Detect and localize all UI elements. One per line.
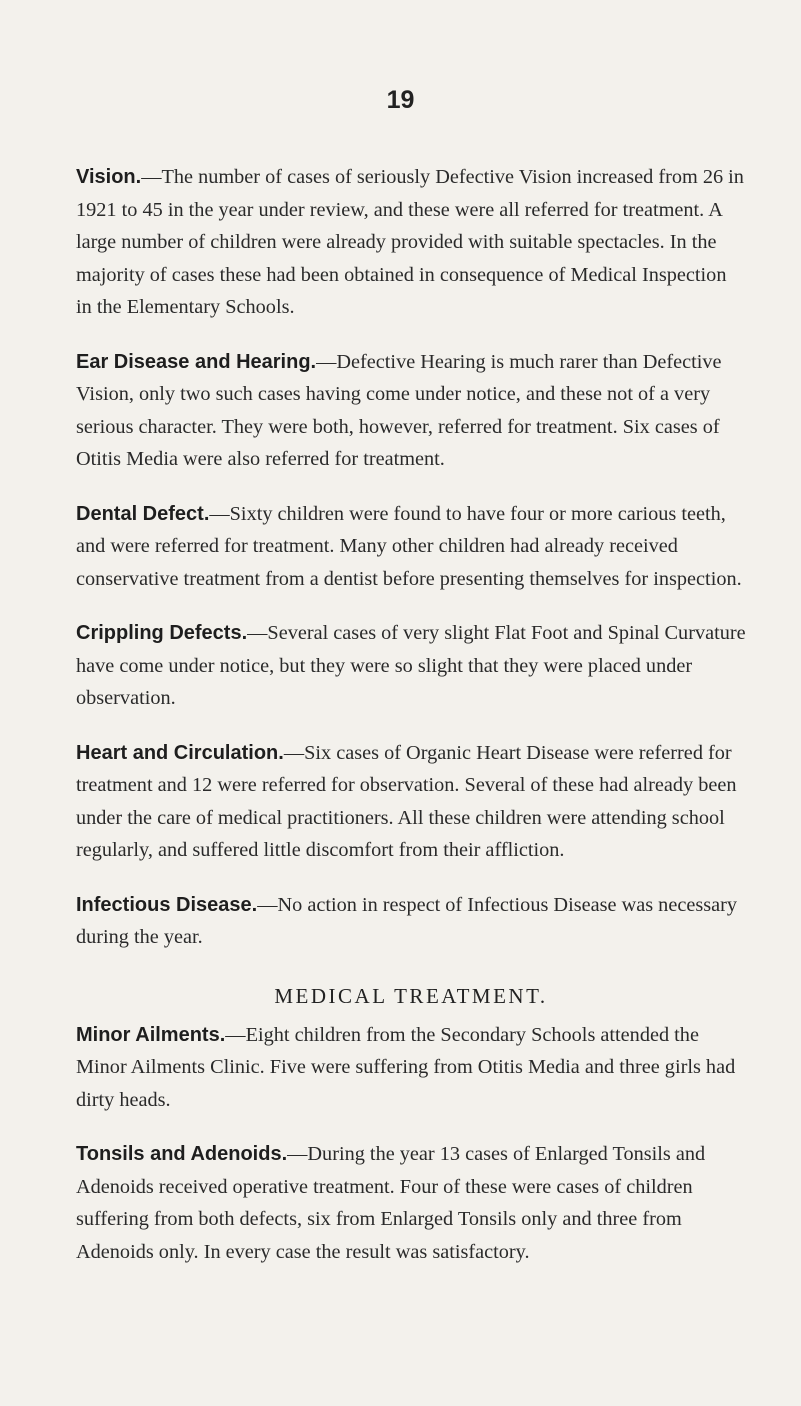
heading-ear-disease: Ear Disease and Hearing. [76,350,317,373]
paragraph-minor-ailments [76,1019,746,1117]
text-infectious-disease: —No action in respect of Infectious Disease was necessary during the year. [76,893,738,948]
heading-infectious-disease: Infectious Disease. [76,893,258,916]
document-body [76,161,746,1290]
text-ear-disease: —Defective Hearing is much rarer than Defective Vision, only two such cases having come under notice, and these not of a very serious character. They were both, however, referred for treatment. Six cases of Otitis Media were also referred for treatment. [76,350,722,470]
heading-crippling-defects: Crippling Defects. [76,622,248,644]
paragraph-vision [76,161,746,324]
text-tonsils-adenoids: —During the year 13 cases of Enlarged Tonsils and Adenoids received operative treatment. Four of these were cases of children suffering from both defects, six from Enlarged Tonsils only and three from Adenoids only. In every case the result was satisfactory. [76,1143,706,1263]
heading-dental-defect: Dental Defect. [76,502,210,525]
text-crippling-defects: —Several cases of very slight Flat Foot and Spinal Curvature have come under notice, but they were so slight that they were placed under observation. [76,622,746,709]
text-dental-defect: —Sixty children were found to have four or more carious teeth, and were referred for treatment. Many other children had already received conservative treatment from a dentist before presenting themselves for inspection. [76,502,742,590]
paragraph-heart-circulation [76,737,746,867]
heading-vision: Vision. [76,166,142,188]
heading-minor-ailments: Minor Ailments. [76,1023,226,1046]
text-vision: —The number of cases of seriously Defective Vision increased from 26 in 1921 to 45 in the year under review, and these were all referred for treatment. A large number of children were already provided with suitable spectacles. In the majority of cases these had been obtained in consequence of Medical Inspection in the Elementary Schools. [76,166,744,318]
text-heart-circulation: —Six cases of Organic Heart Disease were referred for treatment and 12 were referred for observation. Several of these had already been under the care of medical practitioners. All these children were attending school regularly, and suffered little discomfort from their affliction. [76,741,737,861]
heading-tonsils-adenoids: Tonsils and Adenoids. [76,1143,288,1165]
paragraph-dental-defect [76,498,746,596]
heading-heart-circulation: Heart and Circulation. [76,741,284,764]
paragraph-crippling-defects [76,617,746,715]
paragraph-tonsils-adenoids [76,1138,746,1268]
paragraph-infectious-disease [76,889,746,954]
text-minor-ailments: —Eight children from the Secondary Schools attended the Minor Ailments Clinic. Five were suffering from Otitis Media and three girls had dirty heads. [76,1023,736,1111]
section-title-medical-treatment: MEDICAL TREATMENT. [274,983,548,1008]
page-number: 19 [386,86,415,114]
paragraph-ear-disease [76,346,746,476]
